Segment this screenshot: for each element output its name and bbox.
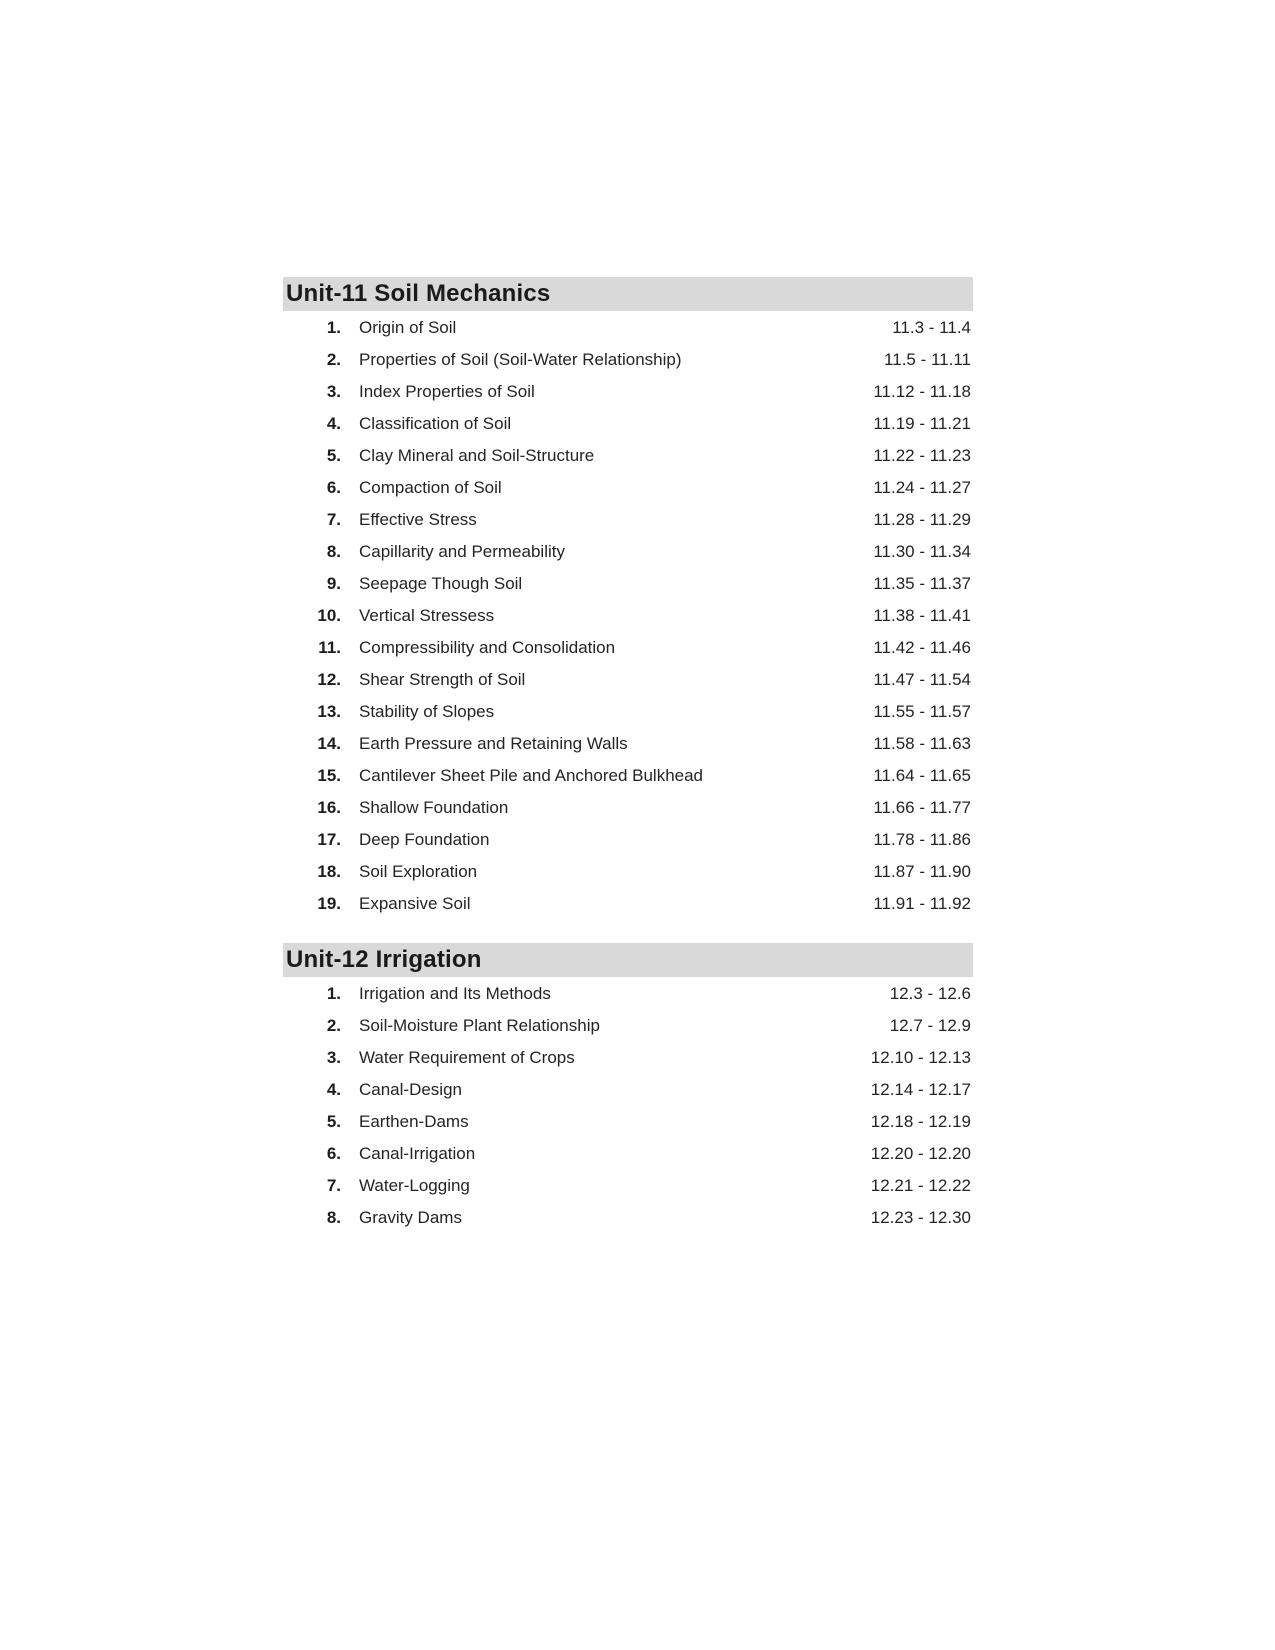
- toc-row: [283, 536, 973, 568]
- chapter-number: 1.: [326, 318, 341, 337]
- toc-row: [283, 376, 973, 408]
- chapter-number: 3.: [326, 1048, 341, 1067]
- chapter-number: 18.: [317, 862, 341, 881]
- chapter-number: 10.: [317, 606, 341, 625]
- chapter-number: 4.: [326, 1080, 341, 1099]
- toc-row: [283, 408, 973, 440]
- toc-content: [283, 277, 973, 1234]
- chapter-page-range: 12.14 - 12.17: [870, 1080, 971, 1099]
- toc-row: [283, 568, 973, 600]
- chapter-number: 16.: [317, 798, 341, 817]
- chapter-title: Capillarity and Permeability: [359, 542, 565, 561]
- chapter-number: 19.: [317, 894, 341, 913]
- chapter-title: Seepage Though Soil: [359, 574, 523, 593]
- toc-row: [283, 888, 973, 920]
- chapter-page-range: 12.18 - 12.19: [870, 1112, 971, 1131]
- chapter-number: 3.: [326, 382, 341, 401]
- chapter-page-range: 11.38 - 11.41: [873, 606, 971, 625]
- toc-row: [283, 856, 973, 888]
- chapter-page-range: 11.28 - 11.29: [873, 510, 971, 529]
- chapter-number: 6.: [326, 1144, 341, 1163]
- chapter-number: 5.: [326, 1112, 341, 1131]
- chapter-page-range: 11.19 - 11.21: [873, 414, 971, 433]
- toc-row: [283, 632, 973, 664]
- chapter-title: Expansive Soil: [359, 894, 471, 913]
- chapter-number: 1.: [326, 984, 341, 1003]
- chapter-title: Properties of Soil (Soil-Water Relationship): [359, 350, 682, 369]
- chapter-title: Soil Exploration: [359, 862, 478, 881]
- chapter-title: Cantilever Sheet Pile and Anchored Bulkhead: [359, 766, 704, 785]
- toc-section: [283, 943, 973, 1234]
- chapter-page-range: 12.23 - 12.30: [870, 1208, 971, 1227]
- toc-rows: [283, 977, 973, 1234]
- toc-row: [283, 792, 973, 824]
- chapter-title: Index Properties of Soil: [359, 382, 535, 401]
- toc-row: [283, 664, 973, 696]
- toc-row: [283, 1010, 973, 1042]
- toc-row: [283, 1202, 973, 1234]
- chapter-number: 4.: [326, 414, 341, 433]
- chapter-number: 8.: [326, 1208, 341, 1227]
- chapter-page-range: 11.35 - 11.37: [873, 574, 971, 593]
- chapter-page-range: 11.3 - 11.4: [892, 318, 971, 337]
- toc-row: [283, 600, 973, 632]
- chapter-page-range: 11.24 - 11.27: [873, 478, 971, 497]
- toc-row: [283, 504, 973, 536]
- toc-row: [283, 1170, 973, 1202]
- chapter-title: Origin of Soil: [359, 318, 457, 337]
- chapter-page-range: 11.91 - 11.92: [873, 894, 971, 913]
- chapter-number: 15.: [317, 766, 341, 785]
- chapter-page-range: 11.42 - 11.46: [873, 638, 971, 657]
- chapter-number: 17.: [317, 830, 341, 849]
- toc-section: [283, 277, 973, 920]
- chapter-page-range: 11.58 - 11.63: [873, 734, 971, 753]
- chapter-title: Shear Strength of Soil: [359, 670, 526, 689]
- chapter-title: Canal-Design: [359, 1080, 462, 1099]
- chapter-page-range: 11.78 - 11.86: [873, 830, 971, 849]
- chapter-title: Soil-Moisture Plant Relationship: [359, 1016, 600, 1035]
- chapter-title: Clay Mineral and Soil-Structure: [359, 446, 595, 465]
- chapter-page-range: 12.20 - 12.20: [870, 1144, 971, 1163]
- chapter-number: 7.: [326, 1176, 341, 1195]
- toc-row: [283, 1074, 973, 1106]
- chapter-title: Gravity Dams: [359, 1208, 462, 1227]
- chapter-number: 2.: [326, 350, 341, 369]
- chapter-number: 9.: [326, 574, 341, 593]
- chapter-title: Classification of Soil: [359, 414, 512, 433]
- toc-row: [283, 1106, 973, 1138]
- chapter-page-range: 11.22 - 11.23: [873, 446, 971, 465]
- chapter-page-range: 11.64 - 11.65: [873, 766, 971, 785]
- chapter-title: Shallow Foundation: [359, 798, 509, 817]
- chapter-title: Deep Foundation: [359, 830, 490, 849]
- toc-row: [283, 440, 973, 472]
- chapter-page-range: 11.47 - 11.54: [873, 670, 971, 689]
- chapter-page-range: 11.87 - 11.90: [873, 862, 971, 881]
- chapter-title: Irrigation and Its Methods: [359, 984, 551, 1003]
- chapter-page-range: 12.21 - 12.22: [870, 1176, 971, 1195]
- chapter-title: Water-Logging: [359, 1176, 470, 1195]
- chapter-title: Earth Pressure and Retaining Walls: [359, 734, 628, 753]
- chapter-number: 2.: [326, 1016, 341, 1035]
- chapter-page-range: 11.5 - 11.11: [884, 350, 971, 369]
- chapter-number: 6.: [326, 478, 341, 497]
- chapter-number: 13.: [317, 702, 341, 721]
- chapter-title: Water Requirement of Crops: [359, 1048, 575, 1067]
- chapter-page-range: 12.10 - 12.13: [870, 1048, 971, 1067]
- chapter-title: Canal-Irrigation: [359, 1144, 476, 1163]
- chapter-number: 12.: [317, 670, 341, 689]
- chapter-page-range: 11.30 - 11.34: [873, 542, 971, 561]
- toc-row: [283, 1042, 973, 1074]
- chapter-page-range: 12.7 - 12.9: [889, 1016, 971, 1035]
- chapter-title: Vertical Stressess: [359, 606, 495, 625]
- chapter-page-range: 11.55 - 11.57: [873, 702, 971, 721]
- chapter-title: Effective Stress: [359, 510, 477, 529]
- chapter-number: 5.: [326, 446, 341, 465]
- toc-row: [283, 728, 973, 760]
- chapter-page-range: 11.12 - 11.18: [873, 382, 971, 401]
- toc-row: [283, 312, 973, 344]
- toc-row: [283, 696, 973, 728]
- chapter-number: 7.: [326, 510, 341, 529]
- chapter-title: Earthen-Dams: [359, 1112, 469, 1131]
- chapter-number: 8.: [326, 542, 341, 561]
- unit-title: Unit-12 Irrigation: [286, 946, 482, 973]
- unit-header: [283, 943, 973, 977]
- chapter-number: 11.: [318, 638, 341, 657]
- toc-row: [283, 824, 973, 856]
- toc-row: [283, 1138, 973, 1170]
- toc-rows: [283, 311, 973, 920]
- chapter-title: Stability of Slopes: [359, 702, 495, 721]
- toc-row: [283, 344, 973, 376]
- toc-row: [283, 760, 973, 792]
- unit-title: Unit-11 Soil Mechanics: [286, 280, 551, 307]
- chapter-page-range: 12.3 - 12.6: [889, 984, 971, 1003]
- toc-row: [283, 978, 973, 1010]
- chapter-title: Compaction of Soil: [359, 478, 502, 497]
- chapter-number: 14.: [317, 734, 341, 753]
- chapter-page-range: 11.66 - 11.77: [873, 798, 971, 817]
- toc-row: [283, 472, 973, 504]
- chapter-title: Compressibility and Consolidation: [359, 638, 616, 657]
- unit-header: [283, 277, 973, 311]
